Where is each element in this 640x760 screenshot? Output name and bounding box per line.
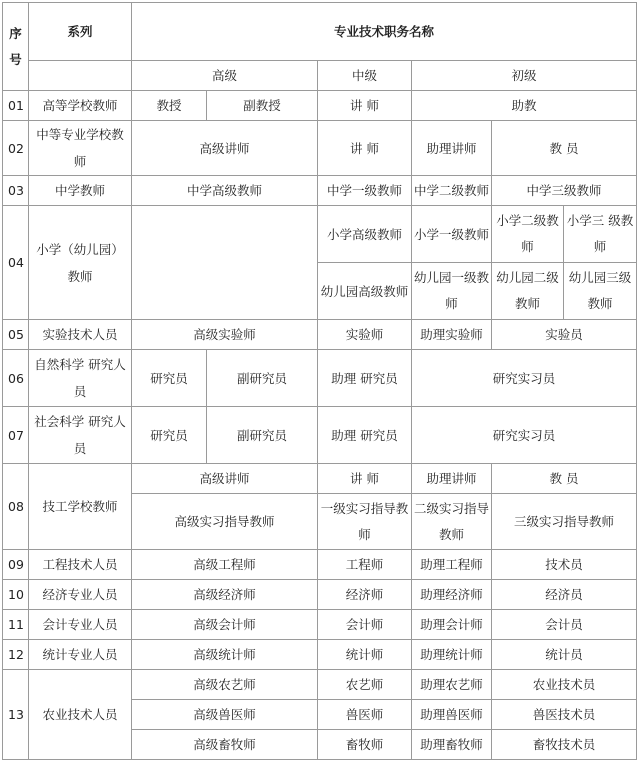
junior-title: 研究实习员 xyxy=(412,350,637,407)
high-title: 高级工程师 xyxy=(132,550,318,580)
table-row xyxy=(3,206,637,263)
junior-title: 技术员 xyxy=(492,550,637,580)
junior-title: 教 员 xyxy=(492,464,637,494)
series-cell: 高等学校教师 xyxy=(29,91,132,121)
junior-title: 助理兽医师 xyxy=(412,700,492,730)
series-header: 系列 xyxy=(29,3,132,61)
row-number: 01 xyxy=(3,91,29,121)
high-title: 高级兽医师 xyxy=(132,700,318,730)
mid-title: 统计师 xyxy=(318,640,412,670)
junior-title: 教 员 xyxy=(492,121,637,176)
empty-cell xyxy=(29,61,132,91)
mid-title: 讲 师 xyxy=(318,464,412,494)
high-title: 高级农艺师 xyxy=(132,670,318,700)
mid-title: 农艺师 xyxy=(318,670,412,700)
junior-title: 农业技术员 xyxy=(492,670,637,700)
series-cell: 实验技术人员 xyxy=(29,320,132,350)
level-junior: 初级 xyxy=(412,61,637,91)
row-number: 09 xyxy=(3,550,29,580)
junior-title: 经济员 xyxy=(492,580,637,610)
junior-title: 助理会计师 xyxy=(412,610,492,640)
high-title: 教授 xyxy=(132,91,207,121)
mid-title: 讲 师 xyxy=(318,91,412,121)
high-title: 高级实习指导教师 xyxy=(132,494,318,550)
junior-title: 会计员 xyxy=(492,610,637,640)
high-title: 研究员 xyxy=(132,407,207,464)
row-number: 11 xyxy=(3,610,29,640)
mid-title: 幼儿园高级教师 xyxy=(318,263,412,320)
junior-title: 助理工程师 xyxy=(412,550,492,580)
series-cell: 中等专业学校教师 xyxy=(29,121,132,176)
mid-title: 工程师 xyxy=(318,550,412,580)
junior-title: 助理讲师 xyxy=(412,464,492,494)
series-cell: 统计专业人员 xyxy=(29,640,132,670)
mid-title: 经济师 xyxy=(318,580,412,610)
title-header: 专业技术职务名称 xyxy=(132,3,637,61)
table-row xyxy=(3,320,637,350)
row-number: 05 xyxy=(3,320,29,350)
junior-title: 助理讲师 xyxy=(412,121,492,176)
row-number: 12 xyxy=(3,640,29,670)
high-title: 副研究员 xyxy=(207,350,318,407)
table-row xyxy=(3,407,637,464)
table-row xyxy=(3,610,637,640)
table-row xyxy=(3,670,637,700)
header-row xyxy=(3,3,637,61)
junior-title: 幼儿园二级教师 xyxy=(492,263,564,320)
series-cell: 技工学校教师 xyxy=(29,464,132,550)
junior-title: 畜牧技术员 xyxy=(492,730,637,760)
level-mid: 中级 xyxy=(318,61,412,91)
junior-title: 小学一级教师 xyxy=(412,206,492,263)
mid-title: 畜牧师 xyxy=(318,730,412,760)
high-title: 高级统计师 xyxy=(132,640,318,670)
high-title: 高级会计师 xyxy=(132,610,318,640)
high-title: 副教授 xyxy=(207,91,318,121)
junior-title: 中学二级教师 xyxy=(412,176,492,206)
junior-title: 助理经济师 xyxy=(412,580,492,610)
level-header-row xyxy=(3,61,637,91)
level-high: 高级 xyxy=(132,61,318,91)
table-row xyxy=(3,580,637,610)
series-cell: 工程技术人员 xyxy=(29,550,132,580)
high-title: 高级经济师 xyxy=(132,580,318,610)
junior-title: 统计员 xyxy=(492,640,637,670)
table-row xyxy=(3,91,637,121)
table-row xyxy=(3,121,637,176)
row-number: 10 xyxy=(3,580,29,610)
high-title: 副研究员 xyxy=(207,407,318,464)
professional-title-table xyxy=(2,2,637,760)
row-number: 08 xyxy=(3,464,29,550)
mid-title: 助理 研究员 xyxy=(318,350,412,407)
junior-title: 二级实习指导教师 xyxy=(412,494,492,550)
mid-title: 一级实习指导教师 xyxy=(318,494,412,550)
row-number: 02 xyxy=(3,121,29,176)
series-cell: 农业技术人员 xyxy=(29,670,132,760)
mid-title: 中学一级教师 xyxy=(318,176,412,206)
junior-title: 三级实习指导教师 xyxy=(492,494,637,550)
high-title: 高级畜牧师 xyxy=(132,730,318,760)
junior-title: 中学三级教师 xyxy=(492,176,637,206)
junior-title: 实验员 xyxy=(492,320,637,350)
row-number: 13 xyxy=(3,670,29,760)
table-row xyxy=(3,640,637,670)
junior-title: 研究实习员 xyxy=(412,407,637,464)
mid-title: 兽医师 xyxy=(318,700,412,730)
series-cell: 社会科学 研究人员 xyxy=(29,407,132,464)
row-number: 07 xyxy=(3,407,29,464)
junior-title: 小学三 级教师 xyxy=(564,206,637,263)
mid-title: 助理 研究员 xyxy=(318,407,412,464)
mid-title: 小学高级教师 xyxy=(318,206,412,263)
series-cell: 经济专业人员 xyxy=(29,580,132,610)
row-number: 03 xyxy=(3,176,29,206)
junior-title: 助理农艺师 xyxy=(412,670,492,700)
row-number: 06 xyxy=(3,350,29,407)
mid-title: 实验师 xyxy=(318,320,412,350)
table-row xyxy=(3,550,637,580)
high-title: 中学高级教师 xyxy=(132,176,318,206)
seq-header: 序号 xyxy=(3,3,29,91)
table-row xyxy=(3,176,637,206)
junior-title: 幼儿园一级教师 xyxy=(412,263,492,320)
table-row xyxy=(3,350,637,407)
empty-cell xyxy=(132,206,318,320)
table-row xyxy=(3,464,637,494)
junior-title: 助理实验师 xyxy=(412,320,492,350)
junior-title: 小学二级教师 xyxy=(492,206,564,263)
series-cell: 中学教师 xyxy=(29,176,132,206)
series-cell: 自然科学 研究人员 xyxy=(29,350,132,407)
junior-title: 幼儿园三级教师 xyxy=(564,263,637,320)
series-cell: 小学（幼儿园）教师 xyxy=(29,206,132,320)
high-title: 高级讲师 xyxy=(132,121,318,176)
junior-title: 助理统计师 xyxy=(412,640,492,670)
high-title: 高级实验师 xyxy=(132,320,318,350)
series-cell: 会计专业人员 xyxy=(29,610,132,640)
high-title: 高级讲师 xyxy=(132,464,318,494)
mid-title: 讲 师 xyxy=(318,121,412,176)
high-title: 研究员 xyxy=(132,350,207,407)
mid-title: 会计师 xyxy=(318,610,412,640)
junior-title: 助理畜牧师 xyxy=(412,730,492,760)
junior-title: 兽医技术员 xyxy=(492,700,637,730)
junior-title: 助教 xyxy=(412,91,637,121)
row-number: 04 xyxy=(3,206,29,320)
